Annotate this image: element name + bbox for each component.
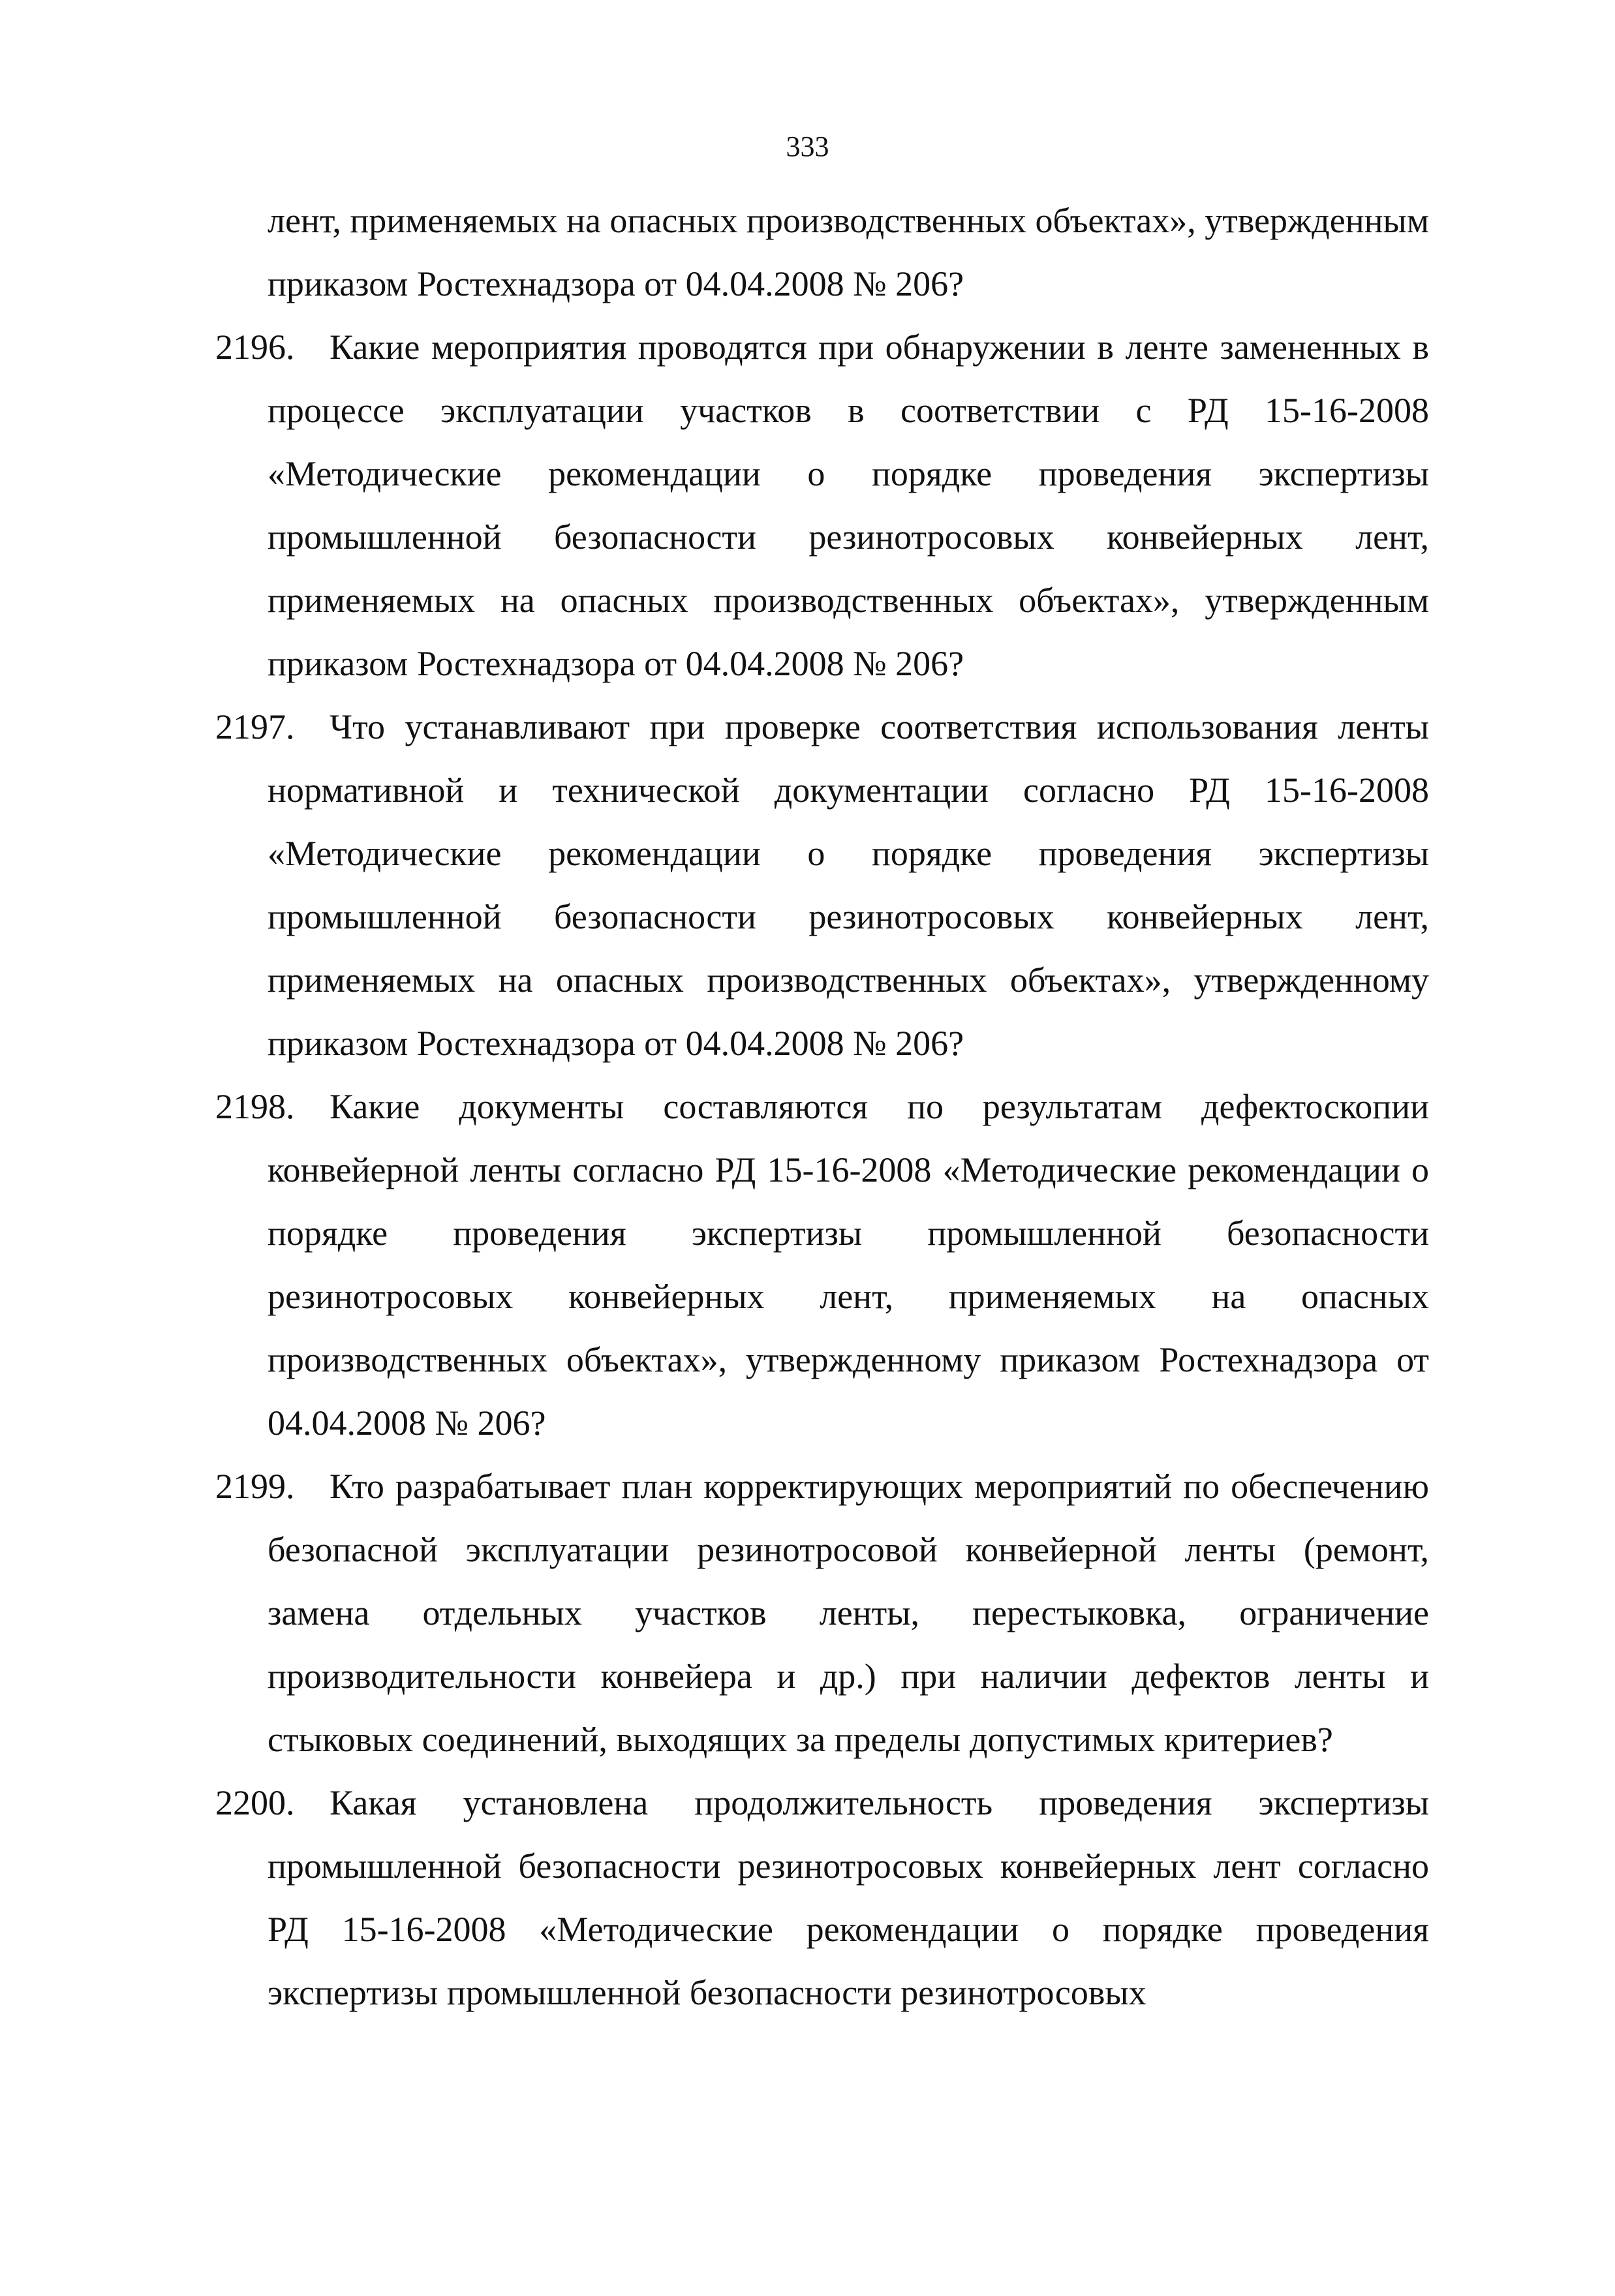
question-text: Что устанавливают при проверке соответствия использования ленты нормативной и технической документации согласно РД 15-16-2008 «Методические рекомендации о порядке проведения экспертизы промышленной безопасности резинотросовых конвейерных лент, применяемых на опасных производственных объектах», утвержденному приказом Ростехнадзора от 04.04.2008 № 206?	[268, 707, 1429, 1063]
question-text: Какие документы составляются по результатам дефектоскопии конвейерной ленты согласно РД 15-16-2008 «Методические рекомендации о порядке проведения экспертизы промышленной безопасности резинотросовых конвейерных лент, применяемых на опасных производственных объектах», утвержденному приказом Ростехнадзора от 04.04.2008 № 206?	[268, 1087, 1429, 1443]
question-number: 2196.	[215, 328, 295, 367]
question-number: 2197.	[215, 707, 295, 746]
question-number: 2200.	[215, 1783, 295, 1822]
continuation-paragraph	[215, 189, 1429, 316]
question-text: Кто разрабатывает план корректирующих мероприятий по обеспечению безопасной эксплуатации резинотросовой конвейерной ленты (ремонт, замена отдельных участков ленты, перестыковка, ограничение производительности конвейера и др.) при наличии дефектов ленты и стыковых соединений, выходящих за пределы допустимых критериев?	[268, 1467, 1429, 1759]
question-item	[215, 696, 1429, 1075]
question-text: Какая установлена продолжительность проведения экспертизы промышленной безопасности резинотросовых конвейерных лент согласно РД 15-16-2008 «Методические рекомендации о порядке проведения экспертизы промышленной безопасности резинотросовых	[268, 1783, 1429, 2012]
question-item	[215, 1075, 1429, 1455]
question-number: 2198.	[215, 1087, 295, 1126]
document-body	[215, 189, 1429, 2025]
question-item	[215, 1771, 1429, 2025]
page-number: 333	[786, 130, 829, 162]
question-number: 2199.	[215, 1467, 295, 1506]
question-text: Какие мероприятия проводятся при обнаружении в ленте замененных в процессе эксплуатации участков в соответствии с РД 15-16-2008 «Методические рекомендации о порядке проведения экспертизы промышленной безопасности резинотросовых конвейерных лент, применяемых на опасных производственных объектах», утвержденным приказом Ростехнадзора от 04.04.2008 № 206?	[268, 328, 1429, 683]
continuation-text: лент, применяемых на опасных производственных объектах», утвержденным приказом Ростехнадзора от 04.04.2008 № 206?	[268, 201, 1429, 303]
question-item	[215, 316, 1429, 696]
question-item	[215, 1455, 1429, 1771]
